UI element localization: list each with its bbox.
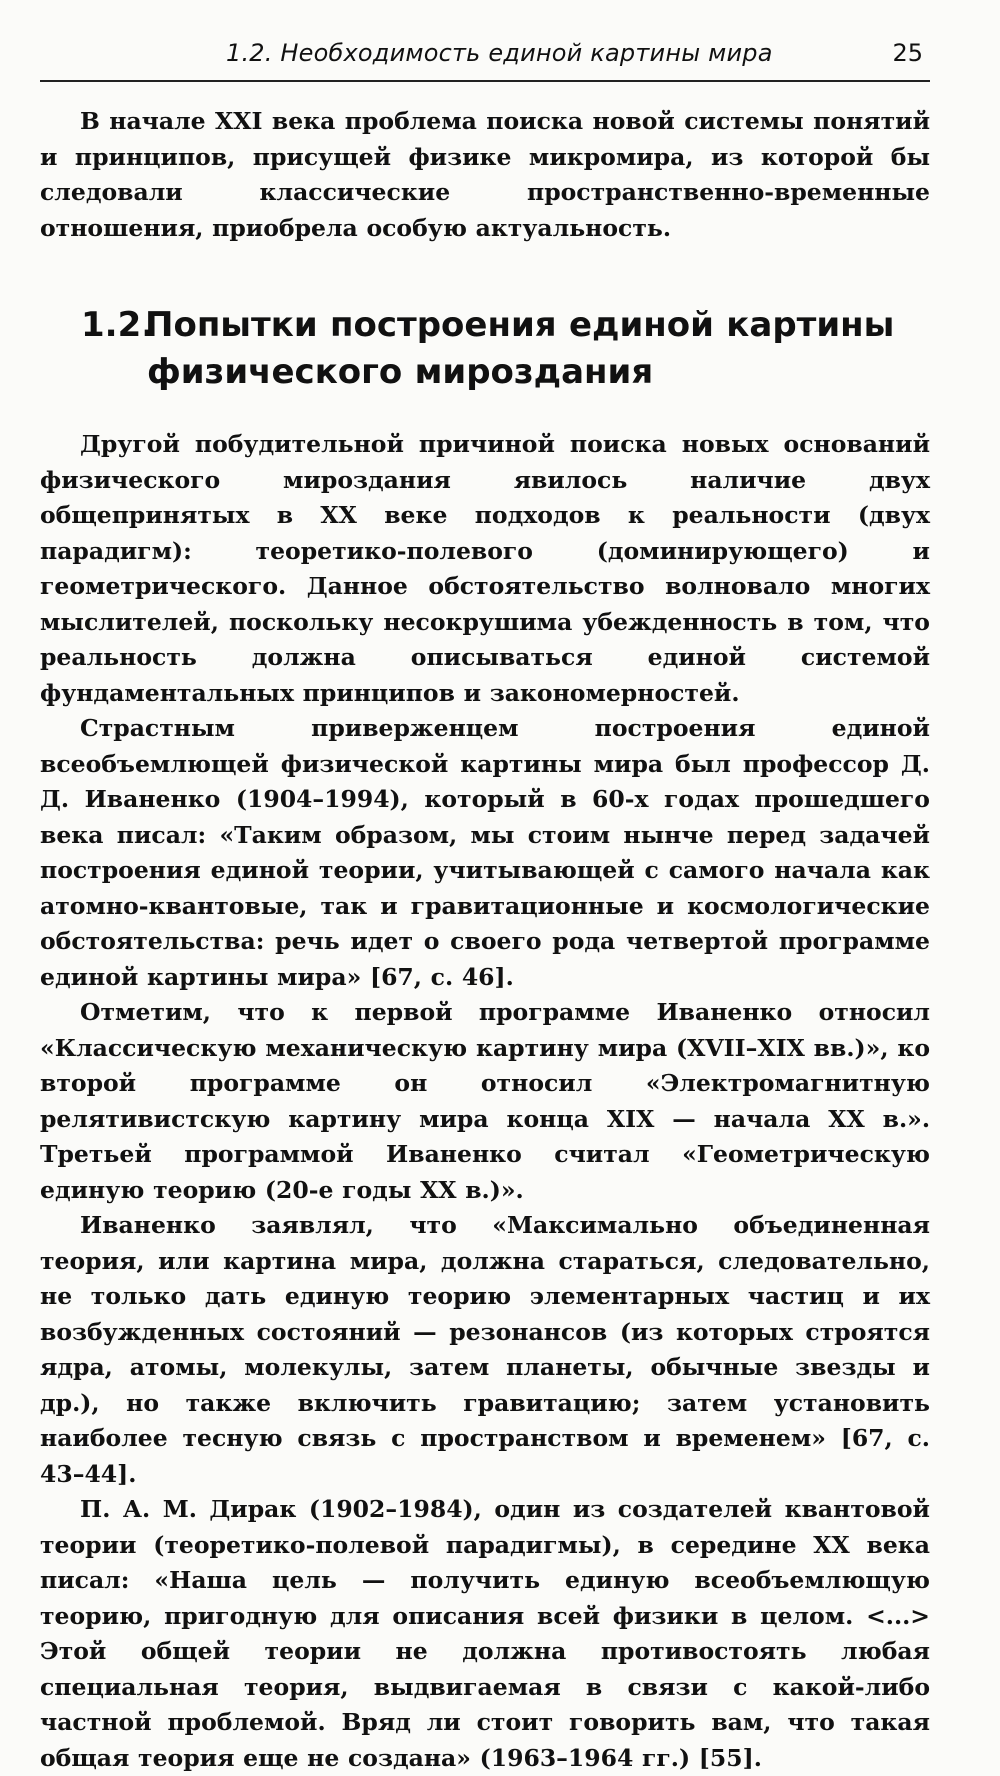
running-title: 1.2. Необходимость единой картины мира (226, 39, 773, 67)
section-number: 1.2. (81, 305, 155, 345)
body-paragraph-4: Иваненко заявлял, что «Максимально объединенная теория, или картина мира, должна стараться, следовательно, не только дать единую теорию элементарных частиц и их возбужденных состояний — резонансов (из которых строятся ядра, атомы, молекулы, затем планеты, обычные звезды и др.), но также включить гравитацию; затем установить наиболее тесную связь с пространством и временем» [67, с. 43–44]. (40, 1211, 930, 1488)
body-paragraph-2: Страстным приверженцем построения единой всеобъемлющей физической картины мира был профессор Д. Д. Иваненко (1904–1994), который в 60-х годах прошедшего века писал: «Таким образом, мы стоим нынче перед задачей построения единой теории, учитывающей с самого начала как атомно-квантовые, так и гравитационные и космологические обстоятельства: речь идет о своего рода четвертой программе единой картины мира» [67, с. 46]. (40, 714, 930, 991)
section-title-line-2: физического мироздания (147, 352, 654, 392)
section-heading (40, 302, 930, 396)
page-content (40, 104, 930, 1776)
body-paragraph-1: Другой побудительной причиной поиска новых оснований физического мироздания явилось наличие двух общепринятых в XX веке подходов к реальности (двух парадигм): теоретико-полевого (доминирующего) и геометрического. Данное обстоятельство волновало многих мыслителей, поскольку несокрушима убежденность в том, что реальность должна описываться единой системой фундаментальных принципов и закономерностей. (40, 430, 930, 707)
running-header (40, 38, 930, 82)
intro-paragraph: В начале XXI века проблема поиска новой системы понятий и принципов, присущей физике микромира, из которой бы следовали классические пространственно-временные отношения, приобрела особую актуальность. (40, 107, 930, 242)
body-paragraph-5: П. А. М. Дирак (1902–1984), один из создателей квантовой теории (теоретико-полевой парадигмы), в середине XX века писал: «Наша цель — получить единую всеобъемлющую теорию, пригодную для описания всей физики в целом. <...> Этой общей теории не должна противостоять любая специальная теория, выдвигаемая в связи с какой-либо частной проблемой. Вряд ли стоит говорить вам, что такая общая теория еще не создана» (1963–1964 гг.) [55]. (40, 1495, 930, 1772)
section-title-line-1: Попытки построения единой картины (145, 305, 895, 345)
page-number: 25 (892, 39, 923, 67)
body-paragraph-3: Отметим, что к первой программе Иваненко относил «Классическую механическую картину мира (XVII–XIX вв.)», ко второй программе он относил «Электромагнитную релятивистскую картину мира конца XIX — начала XX в.». Третьей программой Иваненко считал «Геометрическую единую теорию (20-е годы XX в.)». (40, 998, 930, 1204)
